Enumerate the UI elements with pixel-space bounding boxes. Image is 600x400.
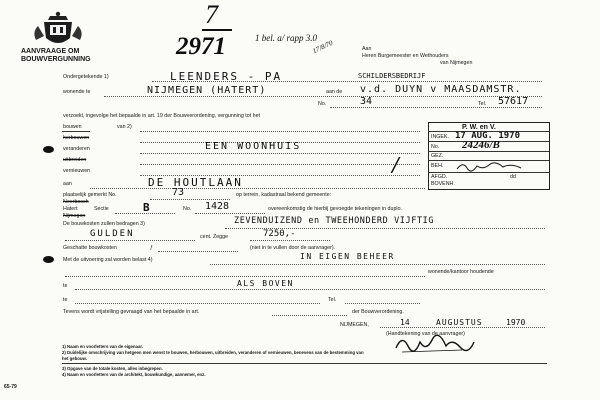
stamp-ingek-value: 17 AUG. 1970 xyxy=(455,131,521,141)
undersigned-extra: SCHILDERSBEDRIJF xyxy=(358,72,426,80)
nijmegen-label: Nijmegen xyxy=(63,213,86,219)
closing-text-2: der Bouwverordening. xyxy=(352,309,404,315)
crest-emblem xyxy=(28,10,88,50)
no-label: No. xyxy=(318,101,327,107)
van-label: van 2) xyxy=(117,124,132,130)
aan-label: aan xyxy=(63,181,72,187)
estimated-label: Geschatte bouwkosten xyxy=(63,245,117,251)
ink-note-date: 17/8/70 xyxy=(311,38,335,56)
costs-value: ZEVENDUIZEND en TWEEHONDERD VIJFTIG xyxy=(234,216,435,226)
drawings-text: overeenkomstig de hierbij gevoegde tekeningen in duplo. xyxy=(268,206,402,212)
big-number-top: 7 xyxy=(205,0,218,29)
location-value: 73 xyxy=(172,187,185,198)
bullet-mark-1 xyxy=(43,146,54,153)
stamp-title: P. W. en V. xyxy=(462,124,496,131)
office-label: wonende/kantoor houdende xyxy=(428,269,494,275)
herbouwen-label: herbouwen xyxy=(63,135,90,141)
executor-label: Met de uitvoering zal worden belast 4) xyxy=(63,257,153,263)
stamp-beh-signature xyxy=(455,159,525,171)
stamp-gez-label: GEZ. xyxy=(431,153,444,159)
tel-value: 57617 xyxy=(498,96,529,107)
stamp-no-label: No. xyxy=(431,144,440,150)
undersigned-value: LEENDERS - PA xyxy=(170,70,283,83)
date-day: 14 xyxy=(400,318,410,327)
aan-value: DE HOUTLAAN xyxy=(148,176,243,189)
footnote-2-cont: het gebouw. xyxy=(62,356,87,361)
location-label: plaatselijk gemerkt No. xyxy=(63,192,117,198)
no2-value: 1428 xyxy=(205,201,230,212)
uitbreiden-label: uitbreiden xyxy=(63,157,87,163)
costs-label: De bouwkosten zullen bedragen 3) xyxy=(63,221,145,227)
no2-label: No. xyxy=(183,206,192,212)
location-rest: op terrein, kadastraal bekend gemeente: xyxy=(236,192,332,198)
aan-label: Aan xyxy=(362,46,372,52)
place-label: NIJMEGEN, xyxy=(340,322,369,328)
bouwen-label: bouwen xyxy=(63,124,82,130)
te-label: te xyxy=(63,283,68,289)
undersigned-label: Ondergetekende 1) xyxy=(63,74,109,80)
address-prefix: aan de xyxy=(326,89,343,95)
executor-value: IN EIGEN BEHEER xyxy=(300,252,395,261)
estimated-note: (niet in te vullen door de aanvrager). xyxy=(250,245,336,251)
applicant-signature xyxy=(392,332,477,356)
signature-label: (Handtekening van de aanvrager) xyxy=(386,331,465,337)
vernieuwen-label: vernieuwen xyxy=(63,168,91,174)
form-title-line-2: BOUWVERGUNNING xyxy=(21,56,91,63)
resident-city: NIJMEGEN (HATERT) xyxy=(147,85,267,96)
gulden-value: GULDEN xyxy=(90,229,135,239)
stamp-ingek-label: INGEK. xyxy=(431,134,449,140)
estimated-currency: ƒ xyxy=(150,245,153,251)
big-number-underline xyxy=(202,29,232,31)
date-month: AUGUSTUS xyxy=(436,318,483,327)
neerbosch-label: Neerbosch xyxy=(63,199,89,205)
ink-check-mark: / xyxy=(392,153,399,179)
veranderen-value: EEN WOONHUIS xyxy=(205,141,302,152)
tel-label: Tel. xyxy=(478,101,487,107)
stamp-afgd-label: AFGD. xyxy=(431,174,448,180)
form-code: 65-79 xyxy=(4,384,17,390)
te-value: ALS BOVEN xyxy=(237,279,294,288)
te2-label: te xyxy=(63,297,68,303)
cent-value: 7250,- xyxy=(263,229,296,239)
bullet-mark-2 xyxy=(43,256,54,263)
tel2-label: Tel. xyxy=(328,297,337,303)
ink-note: 1 bel. a/ rapp 3.0 xyxy=(255,33,317,43)
resident-label: wonende te xyxy=(63,89,91,95)
footnote-4: 4) Naam en voorletters van de architekt, bouwkundige, aannemer, enz. xyxy=(62,372,206,377)
date-year: 1970 xyxy=(506,318,526,327)
footnote-3: 3) Opgave van de totale kosten, alles inbegrepen. xyxy=(62,366,163,371)
stamp-no-value: 24246/B xyxy=(462,139,500,151)
address-value: v.d. DUYN v MAASDAMSTR. xyxy=(360,84,522,95)
veranderen-label: veranderen xyxy=(63,146,90,152)
form-title-line-1: AANVRAAGE OM xyxy=(21,48,80,55)
no-value: 34 xyxy=(360,96,373,107)
hatert-label: Hatert xyxy=(63,206,78,212)
cent-label: cent. Zegge xyxy=(200,234,228,240)
addressee-line-2: van Nijmegen xyxy=(440,60,473,66)
addressee-line-1: Heren Burgemeester en Wethouders xyxy=(362,53,449,59)
request-text: verzoekt, ingevolge het bepaalde in art. 19 der Bouwverordening, vergunning tot het xyxy=(63,113,260,119)
sectie-label: Sectie xyxy=(94,206,109,212)
big-number: 2971 xyxy=(176,33,226,60)
stamp-beh-label: BEH. xyxy=(431,163,444,169)
stamp-bovenh-label: BOVENH. xyxy=(431,181,455,187)
closing-text: Tevens wordt vrijstelling gevraagd van het bepaalde in art. xyxy=(63,309,200,315)
stamp-afgd-value: dd xyxy=(510,174,516,180)
footnote-1: 1) Naam en voorletters van de eigenaar. xyxy=(62,344,143,349)
sectie-value: B xyxy=(143,201,150,214)
footnote-2: 2) Duidelijke omschrijving van hetgeen men wenst te bouwen, herbouwen, uitbreiden, veranderen of vernieuwen, benevens van de bestemming van xyxy=(62,350,364,355)
